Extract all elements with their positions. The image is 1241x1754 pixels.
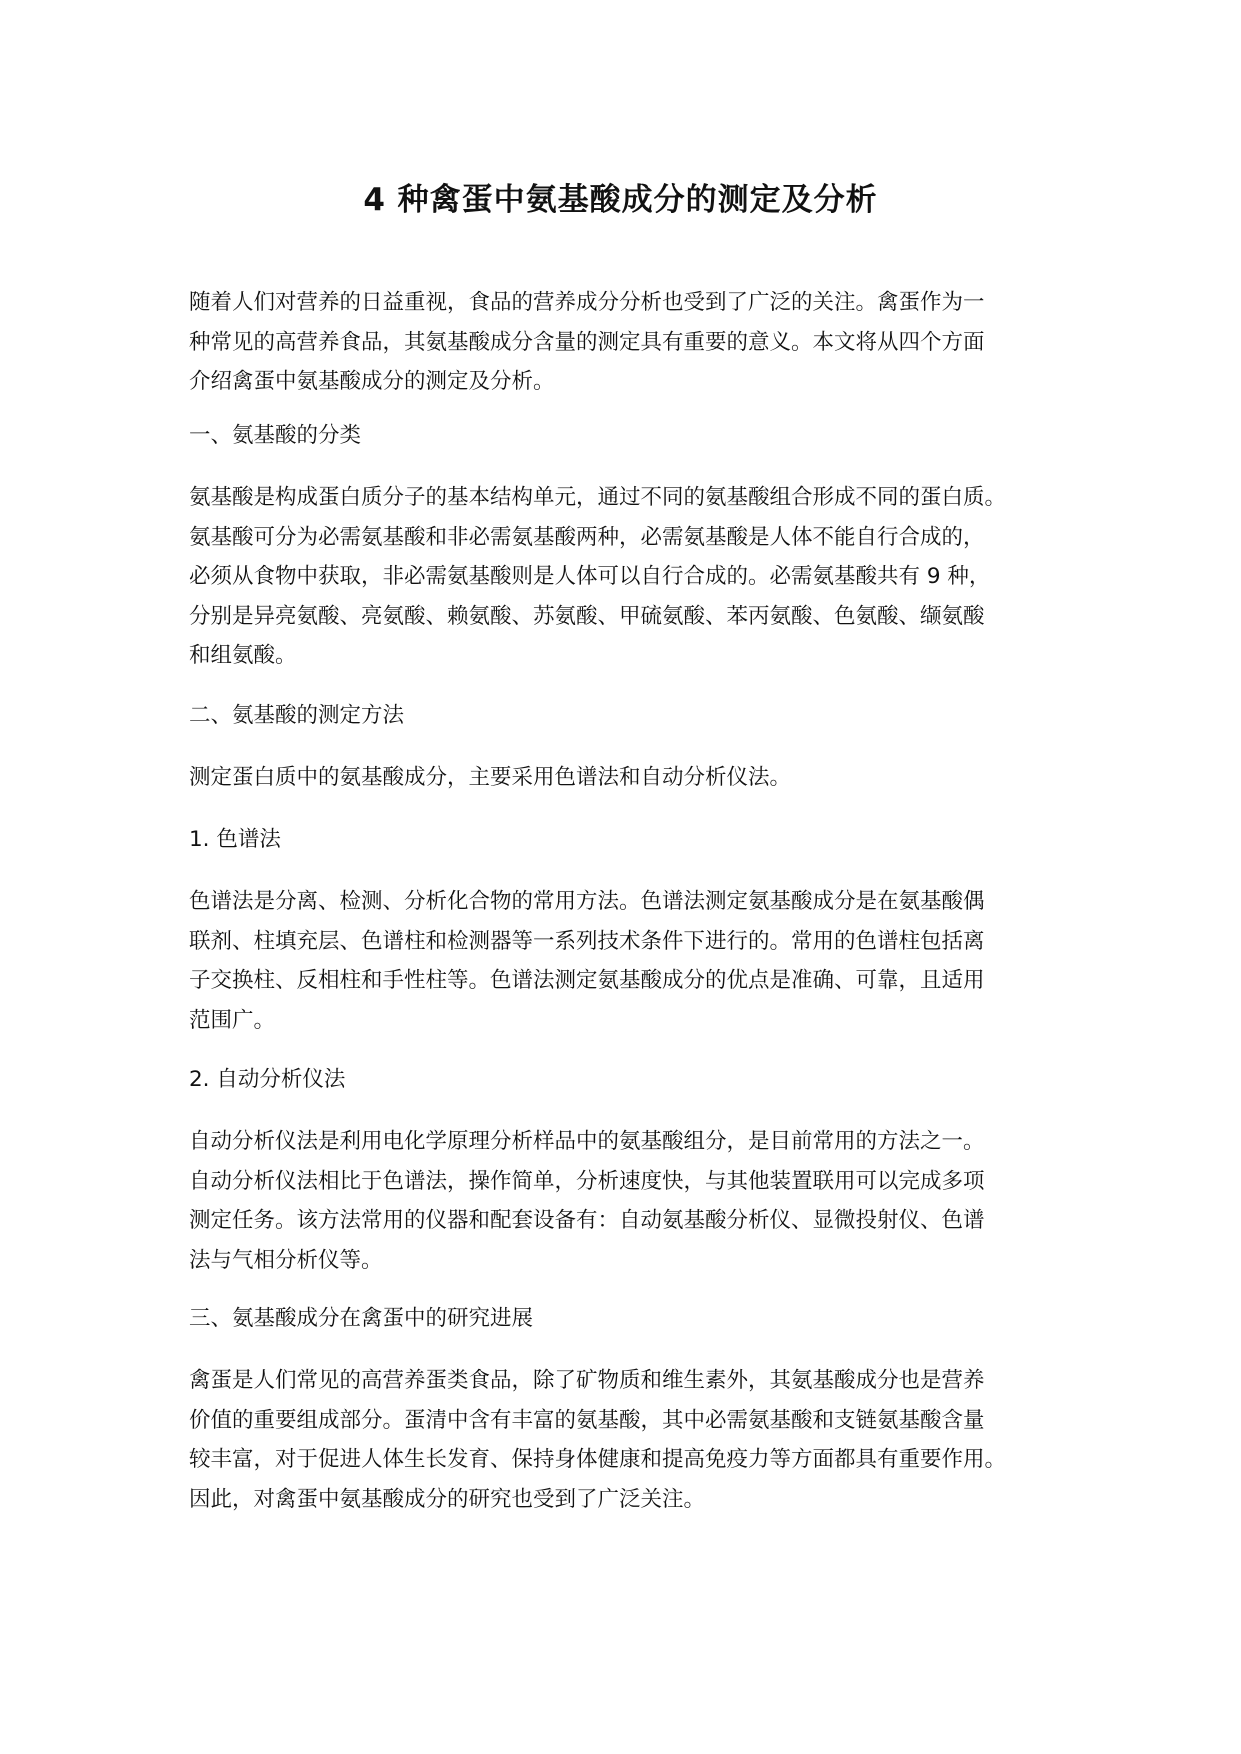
- paragraph-line: 和组氨酸。: [189, 643, 297, 668]
- paragraph-line: 色谱法是分离、检测、分析化合物的常用方法。色谱法测定氨基酸成分是在氨基酸偶: [189, 889, 985, 914]
- paragraph-line: 禽蛋是人们常见的高营养蛋类食品，除了矿物质和维生素外，其氨基酸成分也是营养: [189, 1368, 985, 1393]
- paragraph-line: 氨基酸可分为必需氨基酸和非必需氨基酸两种，必需氨基酸是人体不能自行合成的，: [189, 524, 985, 550]
- section3-heading: [189, 1299, 1089, 1339]
- paragraph-line: 范围广。: [189, 1007, 276, 1033]
- subsection2-heading: [189, 1060, 1089, 1100]
- subsection1-paragraph: [189, 882, 1089, 1040]
- subsection-heading: 1. 色谱法: [189, 827, 281, 852]
- section-heading: 一、氨基酸的分类: [189, 423, 362, 448]
- section-heading: 二、氨基酸的测定方法: [189, 703, 405, 728]
- intro-line: 随着人们对营养的日益重视，食品的营养成分分析也受到了广泛的关注。禽蛋作为一: [189, 290, 985, 315]
- paragraph-line: 因此，对禽蛋中氨基酸成分的研究也受到了广泛关注。: [189, 1486, 706, 1512]
- section-heading: 三、氨基酸成分在禽蛋中的研究进展: [189, 1306, 534, 1331]
- section2-heading: [189, 696, 1089, 736]
- paragraph-line: 价值的重要组成部分。蛋清中含有丰富的氨基酸，其中必需氨基酸和支链氨基酸含量: [189, 1407, 985, 1433]
- document-title: 4 种禽蛋中氨基酸成分的测定及分析: [363, 182, 878, 218]
- paragraph-line: 分别是异亮氨酸、亮氨酸、赖氨酸、苏氨酸、甲硫氨酸、苯丙氨酸、色氨酸、缬氨酸: [189, 603, 985, 629]
- section1-heading: [189, 416, 1089, 456]
- intro-line: 种常见的高营养食品，其氨基酸成分含量的测定具有重要的意义。本文将从四个方面: [189, 329, 985, 355]
- paragraph-line: 氨基酸是构成蛋白质分子的基本结构单元，通过不同的氨基酸组合形成不同的蛋白质。: [189, 485, 1007, 510]
- paragraph-line: 较丰富，对于促进人体生长发育、保持身体健康和提高免疫力等方面都具有重要作用。: [189, 1447, 1007, 1472]
- intro-paragraph: [189, 283, 1089, 402]
- paragraph-line: 自动分析仪法是利用电化学原理分析样品中的氨基酸组分，是目前常用的方法之一。: [189, 1129, 985, 1154]
- paragraph-line: 法与气相分析仪等。: [189, 1247, 383, 1273]
- intro-line: 介绍禽蛋中氨基酸成分的测定及分析。: [189, 369, 555, 394]
- paragraph-line: 必须从食物中获取，非必需氨基酸则是人体可以自行合成的。必需氨基酸共有 9 种，: [189, 564, 991, 589]
- subsection-heading: 2. 自动分析仪法: [189, 1067, 346, 1092]
- paragraph-line: 测定任务。该方法常用的仪器和配套设备有：自动氨基酸分析仪、显微投射仪、色谱: [189, 1208, 985, 1233]
- paragraph-line: 测定蛋白质中的氨基酸成分，主要采用色谱法和自动分析仪法。: [189, 765, 792, 790]
- paragraph-line: 联剂、柱填充层、色谱柱和检测器等一系列技术条件下进行的。常用的色谱柱包括离: [189, 928, 985, 954]
- subsection2-paragraph: [189, 1122, 1089, 1280]
- subsection1-heading: [189, 820, 1089, 860]
- paragraph-line: 子交换柱、反相柱和手性柱等。色谱法测定氨基酸成分的优点是准确、可靠，且适用: [189, 968, 985, 993]
- paragraph-line: 自动分析仪法相比于色谱法，操作简单，分析速度快，与其他装置联用可以完成多项: [189, 1168, 985, 1194]
- section1-paragraph: [189, 478, 1089, 676]
- section2-paragraph: [189, 758, 1089, 798]
- section3-paragraph: [189, 1361, 1089, 1519]
